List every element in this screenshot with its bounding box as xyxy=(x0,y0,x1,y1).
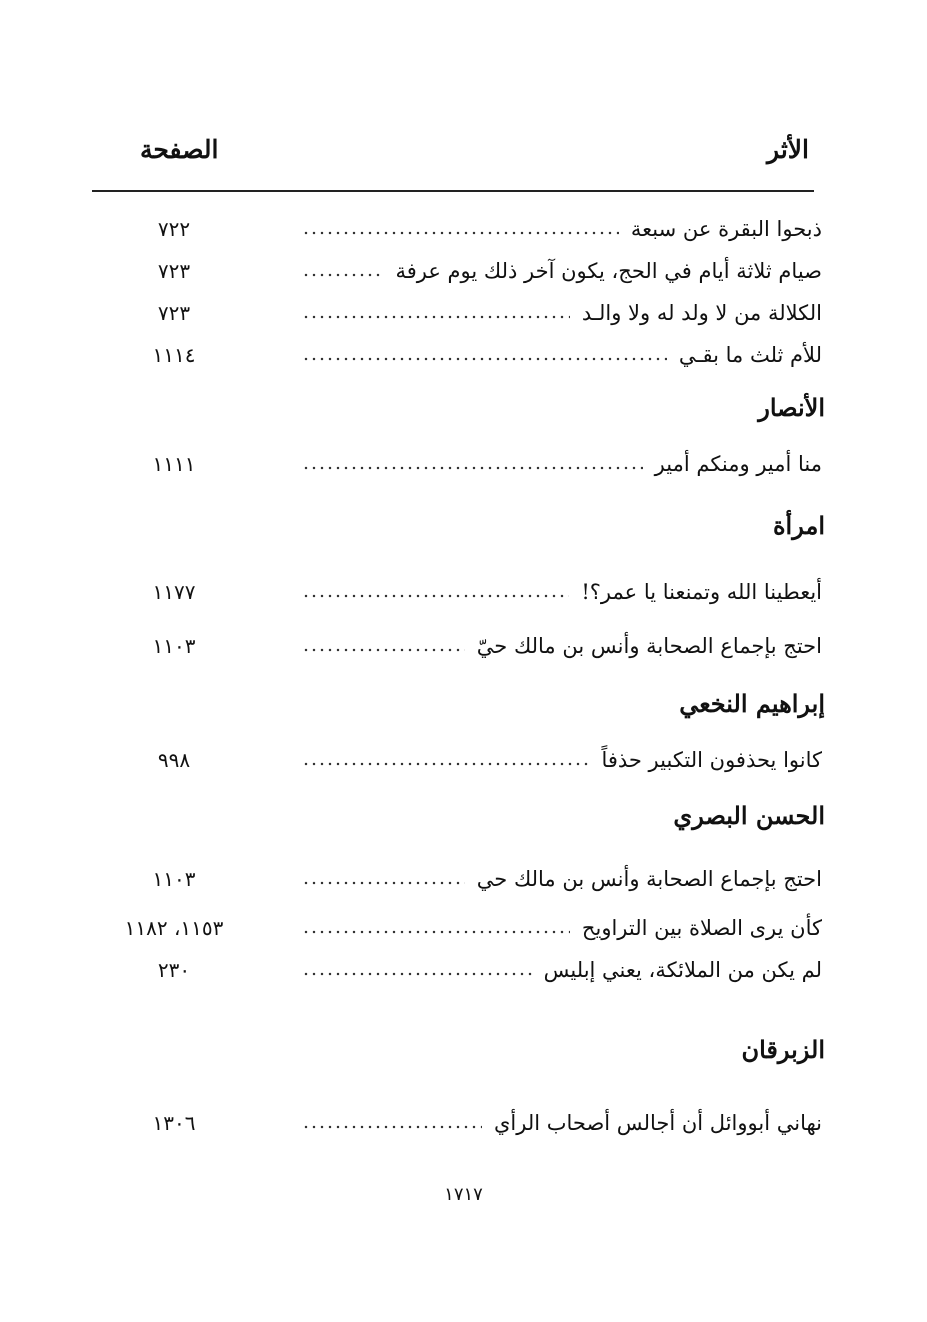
index-entry xyxy=(90,337,822,373)
entry-page: ١١١١ xyxy=(152,452,196,476)
column-header-athar: الأثر xyxy=(767,135,809,164)
dot-leader xyxy=(302,646,465,654)
dot-leader xyxy=(302,592,569,600)
index-entry xyxy=(90,253,822,289)
entry-text: كانوا يحذفون التكبير حذفاً xyxy=(601,748,822,772)
index-entry xyxy=(90,628,822,664)
entry-page: ١١٥٣، ١١٨٢ xyxy=(124,916,224,940)
index-entry xyxy=(90,861,822,897)
dot-leader xyxy=(302,355,667,363)
index-entry xyxy=(90,446,822,482)
index-entry xyxy=(90,1105,822,1141)
entry-page: ١١٧٧ xyxy=(152,580,196,604)
entry-text: صيام ثلاثة أيام في الحج، يكون آخر ذلك يوم عرفة xyxy=(395,259,822,283)
dot-leader xyxy=(302,1123,482,1131)
index-entry xyxy=(90,574,822,610)
header-divider xyxy=(92,190,814,192)
entry-text: احتج بإجماع الصحابة وأنس بن مالك حيّ xyxy=(476,634,822,658)
entry-page: ١١١٤ xyxy=(152,343,196,367)
entry-page: ١٣٠٦ xyxy=(152,1111,196,1135)
entry-text: للأم ثلث ما بقـي xyxy=(678,343,822,367)
entry-page: ٧٢٣ xyxy=(157,301,191,325)
dot-leader xyxy=(302,928,570,936)
section-title: امرأة xyxy=(772,511,825,540)
entry-text: نهاني أبووائل أن أجالس أصحاب الرأي xyxy=(493,1111,822,1135)
entry-text: احتج بإجماع الصحابة وأنس بن مالك حي xyxy=(476,867,822,891)
entry-page: ١١٠٣ xyxy=(152,634,196,658)
section-title: الحسن البصري xyxy=(673,801,825,830)
entry-text: ذبحوا البقرة عن سبعة xyxy=(630,217,822,241)
entry-text: أيعطينا الله وتمنعنا يا عمر؟! xyxy=(581,580,822,604)
entry-text: منا أمير ومنكم أمير xyxy=(654,452,822,476)
index-entry xyxy=(90,295,822,331)
dot-leader xyxy=(302,229,619,237)
dot-leader xyxy=(302,271,383,279)
index-entry xyxy=(90,211,822,247)
entry-page: ٧٢٢ xyxy=(157,217,191,241)
section-title: الأنصار xyxy=(758,393,825,422)
section-title: الزبرقان xyxy=(741,1035,825,1064)
entry-page: ٢٣٠ xyxy=(157,958,191,982)
dot-leader xyxy=(302,879,465,887)
entry-page: ٩٩٨ xyxy=(157,748,191,772)
entry-text: كأن يرى الصلاة بين التراويح xyxy=(581,916,822,940)
index-entry xyxy=(90,952,822,988)
dot-leader xyxy=(302,760,589,768)
dot-leader xyxy=(302,313,570,321)
page-number: ١٧١٧ xyxy=(444,1184,483,1205)
entry-text: الكلالة من لا ولد له ولا والـد xyxy=(581,301,822,325)
column-header-page: الصفحة xyxy=(140,135,219,164)
entry-page: ١١٠٣ xyxy=(152,867,196,891)
dot-leader xyxy=(302,464,643,472)
section-title: إبراهيم النخعي xyxy=(679,689,825,718)
dot-leader xyxy=(302,970,532,978)
index-entry xyxy=(90,910,822,946)
index-entry xyxy=(90,742,822,778)
entry-page: ٧٢٣ xyxy=(157,259,191,283)
entry-text: لم يكن من الملائكة، يعني إبليس xyxy=(543,958,822,982)
